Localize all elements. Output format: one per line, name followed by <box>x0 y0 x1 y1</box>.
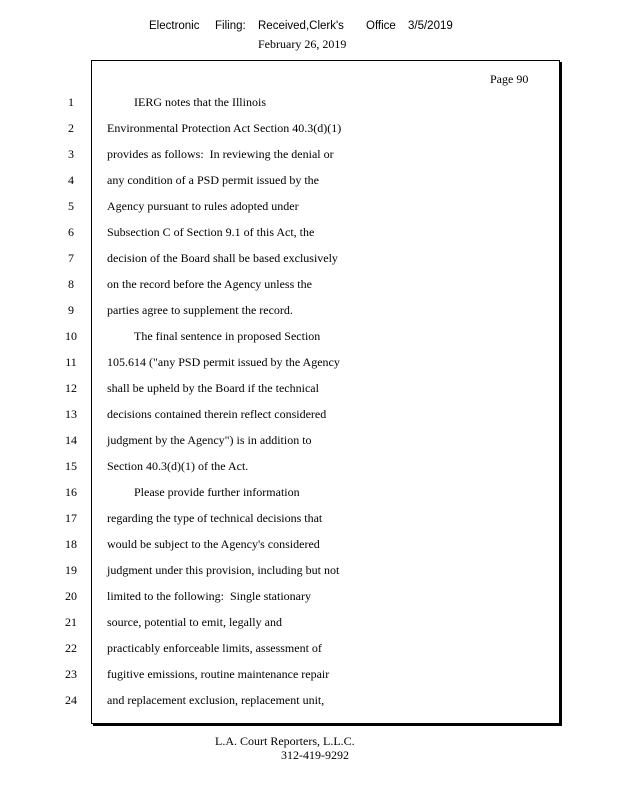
line-text: regarding the type of technical decisions that <box>107 511 323 525</box>
line-text: Agency pursuant to rules adopted under <box>107 199 299 213</box>
line-number: 14 <box>65 433 77 447</box>
line-text: and replacement exclusion, replacement unit, <box>107 693 325 707</box>
footer-phone: 312-419-9292 <box>281 748 349 762</box>
line-number: 23 <box>65 667 77 681</box>
line-number: 3 <box>68 147 74 161</box>
stamp-electronic: Electronic <box>149 20 200 32</box>
line-text: Subsection C of Section 9.1 of this Act, the <box>107 225 315 239</box>
line-number: 4 <box>68 173 74 187</box>
footer-company: L.A. Court Reporters, L.L.C. <box>215 734 355 748</box>
line-text: The final sentence in proposed Section <box>134 329 321 343</box>
filed-date: February 26, 2019 <box>258 37 347 51</box>
line-text: IERG notes that the Illinois <box>134 95 266 109</box>
line-number: 19 <box>65 563 77 577</box>
stamp-office: Office <box>366 20 396 32</box>
line-number: 1 <box>68 95 74 109</box>
line-number: 16 <box>65 485 77 499</box>
line-text: practicably enforceable limits, assessment of <box>107 641 322 655</box>
line-text: judgment by the Agency") is in addition to <box>107 433 312 447</box>
line-number: 9 <box>68 303 74 317</box>
line-text: shall be upheld by the Board if the technical <box>107 381 319 395</box>
line-number: 22 <box>65 641 77 655</box>
line-number: 11 <box>65 355 77 369</box>
line-number: 8 <box>68 277 74 291</box>
line-number: 15 <box>65 459 77 473</box>
page-number: Page 90 <box>490 72 529 86</box>
line-number: 17 <box>65 511 77 525</box>
line-text: would be subject to the Agency's considered <box>107 537 320 551</box>
stamp-received: Received,Clerk's <box>258 20 344 32</box>
line-text: fugitive emissions, routine maintenance repair <box>107 667 330 681</box>
line-number: 21 <box>65 615 77 629</box>
line-number: 20 <box>65 589 77 603</box>
line-number: 18 <box>65 537 77 551</box>
line-text: Section 40.3(d)(1) of the Act. <box>107 459 249 473</box>
line-number: 6 <box>68 225 74 239</box>
line-text: parties agree to supplement the record. <box>107 303 293 317</box>
line-text: decision of the Board shall be based exclusively <box>107 251 338 265</box>
stamp-filing: Filing: <box>215 20 246 32</box>
line-text: Environmental Protection Act Section 40.3(d)(1) <box>107 121 342 135</box>
line-number: 24 <box>65 693 77 707</box>
line-text: 105.614 ("any PSD permit issued by the Agency <box>107 355 340 369</box>
stamp-date: 3/5/2019 <box>408 20 453 32</box>
line-text: limited to the following: Single stationary <box>107 589 311 603</box>
line-number: 7 <box>68 251 74 265</box>
line-text: decisions contained therein reflect considered <box>107 407 327 421</box>
line-text: judgment under this provision, including but not <box>107 563 340 577</box>
line-number: 13 <box>65 407 77 421</box>
line-number: 2 <box>68 121 74 135</box>
line-number: 5 <box>68 199 74 213</box>
line-number: 10 <box>65 329 77 343</box>
line-text: source, potential to emit, legally and <box>107 615 282 629</box>
line-text: on the record before the Agency unless the <box>107 277 312 291</box>
line-text: Please provide further information <box>134 485 300 499</box>
line-number: 12 <box>65 381 77 395</box>
line-text: provides as follows: In reviewing the denial or <box>107 147 334 161</box>
line-text: any condition of a PSD permit issued by the <box>107 173 319 187</box>
